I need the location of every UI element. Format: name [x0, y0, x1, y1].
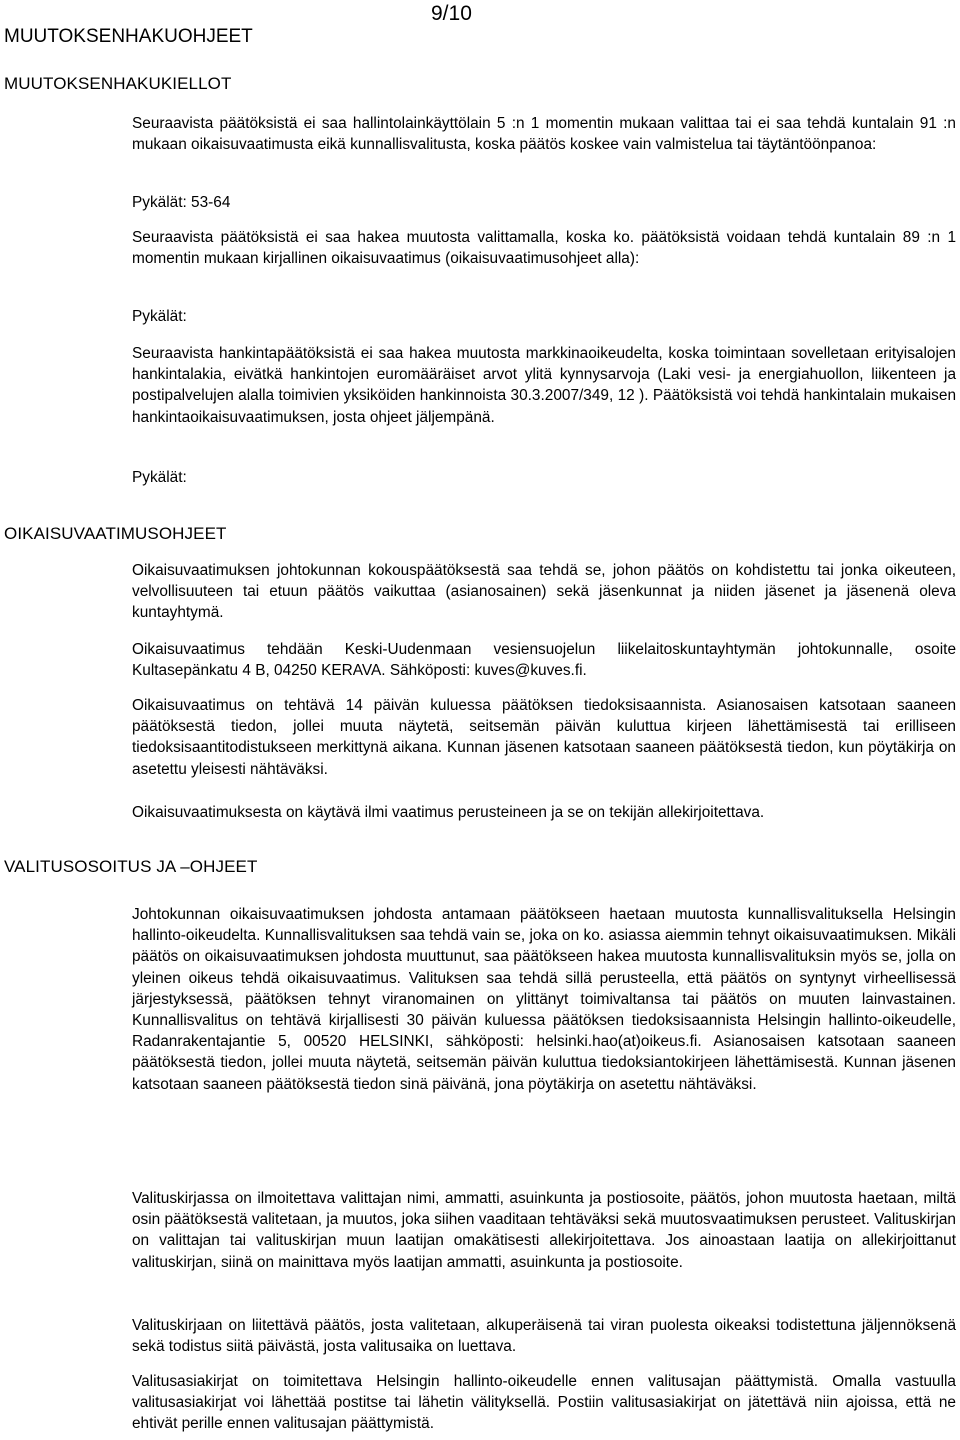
- paragraph: Seuraavista hankintapäätöksistä ei saa hakea muutosta markkinaoikeudelta, koska toimintaan sovelletaan erityisalojen hankintalakia, eivätkä hankintojen euromääräiset arvot ylitä kynnysarvoja (Laki vesi- ja energiahuollon, liikenteen ja postipalvelujen alalla toimivien yksiköiden hankinnoista 30.3.2007/349, 12 ). Päätöksistä voi tehdä hankintalain mukaisen hankintaoikaisuvaatimuksen, josta ohjeet jäljempänä.: [132, 345, 956, 426]
- paragraph: Seuraavista päätöksistä ei saa hakea muutosta valittamalla, koska ko. päätöksistä voidaan tehdä kuntalain 89 :n 1 momentin mukaan kirjallinen oikaisuvaatimus (oikaisuvaatimusohjeet alla):: [132, 229, 956, 268]
- pykalat-reference: Pykälät: 53-64: [132, 194, 231, 211]
- paragraph: Valituskirjaan on liitettävä päätös, josta valitetaan, alkuperäisenä tai viran puolesta oikeaksi todistettuna jäljennöksenä sekä todistus siitä päivästä, josta valitusaika on luettava.: [132, 1317, 956, 1356]
- paragraph: Oikaisuvaatimuksesta on käytävä ilmi vaatimus perusteineen ja se on tekijän allekirjoitettava.: [132, 804, 765, 821]
- paragraph: Johtokunnan oikaisuvaatimuksen johdosta antamaan päätökseen haetaan muutosta kunnallisvalituksella Helsingin hallinto-oikeudelta. Kunnallisvalituksen saa tehdä vain se, joka on ko. asiassa aiemmin tehnyt oikaisuvaatimuksen. Mikäli päätös on oikaisuvaatimuksen johdosta muuttunut, saa päätökseen hakea muutosta kunnallisvalituksin myös se, jolla on yleinen oikeus tehdä oikaisuvaatimus. Valituksen saa tehdä sillä perusteella, että päätös on syntynyt virheellisessä järjestyksessä, päätöksen tehnyt viranomainen on ylittänyt toimivaltansa tai päätös on muuten lainvastainen. Kunnallisvalitus on tehtävä kirjallisesti 30 päivän kuluessa päätöksen tiedoksisaannista Helsingin hallinto-oikeudelle, Radanrakentajantie 5, 00520 HELSINKI, sähköposti: helsinki.hao(at)oikeus.fi. Asianosaisen katsotaan saaneen päätöksestä tiedon, jollei muuta näytetä, seitsemän päivän kuluttua tiedoksiantokirjeen lähettämisestä. Kunnan jäsenen katsotaan saaneen päätöksestä tiedon sinä päivänä, jona pöytäkirja on asetettu nähtäväksi.: [132, 906, 956, 1093]
- pykalat-reference: Pykälät:: [132, 308, 187, 325]
- paragraph: Oikaisuvaatimuksen johtokunnan kokouspäätöksestä saa tehdä se, johon päätös on kohdistettu tai jonka oikeuteen, velvollisuuteen tai etuun päätös vaikuttaa (asianosainen) sekä jäsenkunnat ja niiden jäsenet ja jäsenenä oleva kuntayhtymä.: [132, 562, 956, 622]
- paragraph: Valitusasiakirjat on toimitettava Helsingin hallinto-oikeudelle ennen valitusajan päättymistä. Omalla vastuulla valitusasiakirjat voi lähettää postitse tai lähetin välityksellä. Postiin valitusasiakirjat on jätettävä niin ajoissa, että ne ehtivät perille ennen valitusajan päättymistä.: [132, 1373, 956, 1433]
- section-heading-oikaisuvaatimusohjeet: OIKAISUVAATIMUSOHJEET: [4, 524, 227, 543]
- document-title: MUUTOKSENHAKUOHJEET: [4, 26, 253, 47]
- paragraph: Oikaisuvaatimus on tehtävä 14 päivän kuluessa päätöksen tiedoksisaannista. Asianosaisen katsotaan saaneen päätöksestä tiedon, jollei muuta näytetä, seitsemän päivän kuluttua kirjeen lähettämisestä tai erilliseen tiedoksisaantitodistukseen merkittynä aikana. Kunnan jäsenen katsotaan saaneen päätöksestä tiedon, kun pöytäkirja on asetettu yleisesti nähtäväksi.: [132, 697, 956, 778]
- paragraph: Oikaisuvaatimus tehdään Keski-Uudenmaan vesiensuojelun liikelaitoskuntayhtymän johtokunnalle, osoite Kultasepänkatu 4 B, 04250 KERAVA. Sähköposti: kuves@kuves.fi.: [132, 641, 956, 680]
- paragraph: Seuraavista päätöksistä ei saa hallintolainkäyttölain 5 :n 1 momentin mukaan valittaa tai ei saa tehdä kuntalain 91 :n mukaan oikaisuvaatimusta eikä kunnallisvalitusta, koska päätös koskee vain valmistelua tai täytäntöönpanoa:: [132, 115, 956, 154]
- paragraph: Valituskirjassa on ilmoitettava valittajan nimi, ammatti, asuinkunta ja postiosoite, päätös, johon muutosta haetaan, miltä osin päätöksestä valitetaan, ja muutos, joka siihen vaaditaan tehtäväksi sekä muutosvaatimuksen perusteet. Valituskirjan on valittajan tai valituskirjan muun laatijan omakätisesti allekirjoitettava. Jos ainoastaan laatija on allekirjoittanut valituskirjan, siinä on mainittava myös laatijan ammatti, asuinkunta ja postiosoite.: [132, 1190, 956, 1271]
- section-heading-muutoksenhakukiellot: MUUTOKSENHAKUKIELLOT: [4, 74, 232, 93]
- page-number: 9/10: [431, 2, 472, 25]
- section-heading-valitusosoitus: VALITUSOSOITUS JA –OHJEET: [4, 857, 258, 876]
- pykalat-reference: Pykälät:: [132, 469, 187, 486]
